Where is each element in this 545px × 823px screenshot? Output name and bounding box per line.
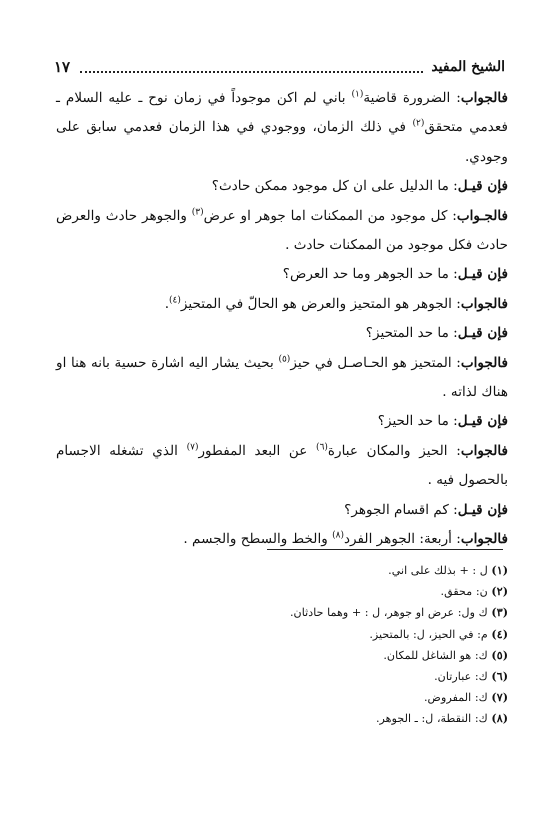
qa-label: فإن قيـل [457,266,508,283]
qa-separator: : [451,295,461,312]
footnote-ref[interactable]: (٨) [332,530,344,541]
qa-separator: : [448,325,458,342]
footnote-text: ل : + بذلك على اني. [388,564,488,577]
footnote-ref[interactable]: (٣) [191,207,204,218]
header-title: الشيخ المفيد [431,59,505,75]
qa-paragraph [56,319,508,348]
footnote-ref[interactable]: (٢) [412,118,425,129]
qa-text: بحيث يشار اليه اشارة حسية بانه هنا او هناك لذاته . [56,354,508,401]
page-number: ١٧ [54,58,71,76]
qa-text: الضرورة قاضية [363,90,451,106]
header-dot-leader [80,61,423,73]
footnote-text: ك: هو الشاغل للمكان. [383,648,488,662]
qa-paragraph [56,407,508,436]
qa-label: فإن قيـل [457,413,508,430]
footnote-number: (١) [491,563,508,577]
qa-text: في ذلك الزمان، ووجودي في هذا الزمان فعدمي سابق على وجودي. [56,119,508,165]
qa-paragraph [56,202,508,261]
footnote-text: م: في الحيز، ل: بالمتحيز. [369,627,488,641]
qa-separator: : [450,90,461,106]
qa-label: فإن قيـل [457,501,508,518]
qa-text: كل موجود من الممكنات اما جوهر او عرض [203,207,448,224]
footnote-ref[interactable]: (١) [351,89,364,100]
qa-label: فالجواب [460,354,508,371]
footnote-text: ك ول: عرض او جوهر، ل : + وهما حادثان. [289,606,488,620]
qa-text: ما حد الجوهر وما حد العرض؟ [282,266,449,283]
qa-text: ما حد الحيز؟ [377,413,449,430]
footnote-ref[interactable]: (٥) [278,354,291,365]
qa-text: والجوهر حادث والعرض حادث فكل موجود من الممكنات حادث . [56,207,508,254]
footnote-ref[interactable]: (٧) [186,442,199,453]
qa-separator: : [447,442,461,459]
footnote-number: (٤) [491,626,508,641]
footnote-number: (٦) [491,669,508,684]
footnote-number: (٨) [491,711,508,726]
qa-label: فالجواب [460,90,509,106]
qa-label: فإن قيـل [457,325,508,342]
qa-paragraph [56,437,508,496]
footnote-text: ك: المفروض. [423,691,488,705]
footnote-separator [267,549,503,550]
qa-separator: : [447,207,457,224]
footnote-item [70,602,508,623]
qa-text: ما حد المتحيز؟ [365,325,449,342]
qa-text: ما الدليل على ان كل موجود ممكن حادث؟ [211,178,449,195]
footnote-item [70,687,508,708]
qa-label: فالجواب [460,295,508,312]
footnote-text: ك: عبارتان. [434,670,488,684]
qa-paragraph [56,349,508,408]
footnote-item [70,560,508,581]
qa-text: أربعة: الجوهر الفرد [344,531,452,548]
footnote-item [70,666,508,687]
qa-text: . [164,295,170,312]
footnote-item [70,708,508,729]
qa-text: الجوهر هو المتحيز والعرض هو الحالّ في المتحيز [180,295,452,312]
qa-separator: : [448,501,458,518]
qa-label: فالجواب [460,442,508,459]
qa-paragraph [56,496,508,525]
qa-separator: : [451,354,461,371]
qa-separator: : [448,266,458,283]
qa-paragraph [56,525,508,554]
footnotes [70,560,508,730]
qa-separator: : [448,178,458,195]
qa-label: فإن قيـل [457,178,508,195]
footnote-text: ن: محقق. [440,585,488,599]
qa-paragraph [56,84,508,172]
footnote-ref[interactable]: (٤) [169,295,181,306]
running-header [54,54,505,80]
qa-text: باني لم اكن موجوداً في زمان نوح ـ عليه السلام ـ فعدمي متحقق [56,90,508,136]
footnote-ref[interactable]: (٦) [316,442,328,453]
footnote-item [70,645,508,666]
qa-label: فالجـواب [456,207,508,224]
footnote-number: (٢) [491,584,508,599]
footnote-number: (٥) [491,647,508,662]
qa-text: كم اقسام الجوهر؟ [344,501,449,518]
qa-text: والخط والسطح والجسم . [183,531,333,548]
footnote-item [70,581,508,602]
footnote-number: (٣) [491,605,508,620]
qa-text: الذي تشغله الاجسام بالحصول فيه . [56,442,508,489]
footnote-text: ك: النقطة، ل: ـ الجوهر. [375,712,488,726]
main-text [56,84,508,555]
qa-separator: : [451,531,461,548]
qa-paragraph [56,172,508,201]
qa-text: المتحيز هو الحـاصـل في حيز [290,354,452,371]
qa-paragraph [56,260,508,289]
footnote-number: (٧) [491,690,508,705]
qa-text: عن البعد المفطور [198,442,317,459]
qa-text: الحيز والمكان عبارة [327,442,448,459]
qa-separator: : [448,413,458,430]
footnote-item [70,624,508,645]
qa-label: فالجواب [460,531,508,548]
qa-paragraph [56,290,508,319]
